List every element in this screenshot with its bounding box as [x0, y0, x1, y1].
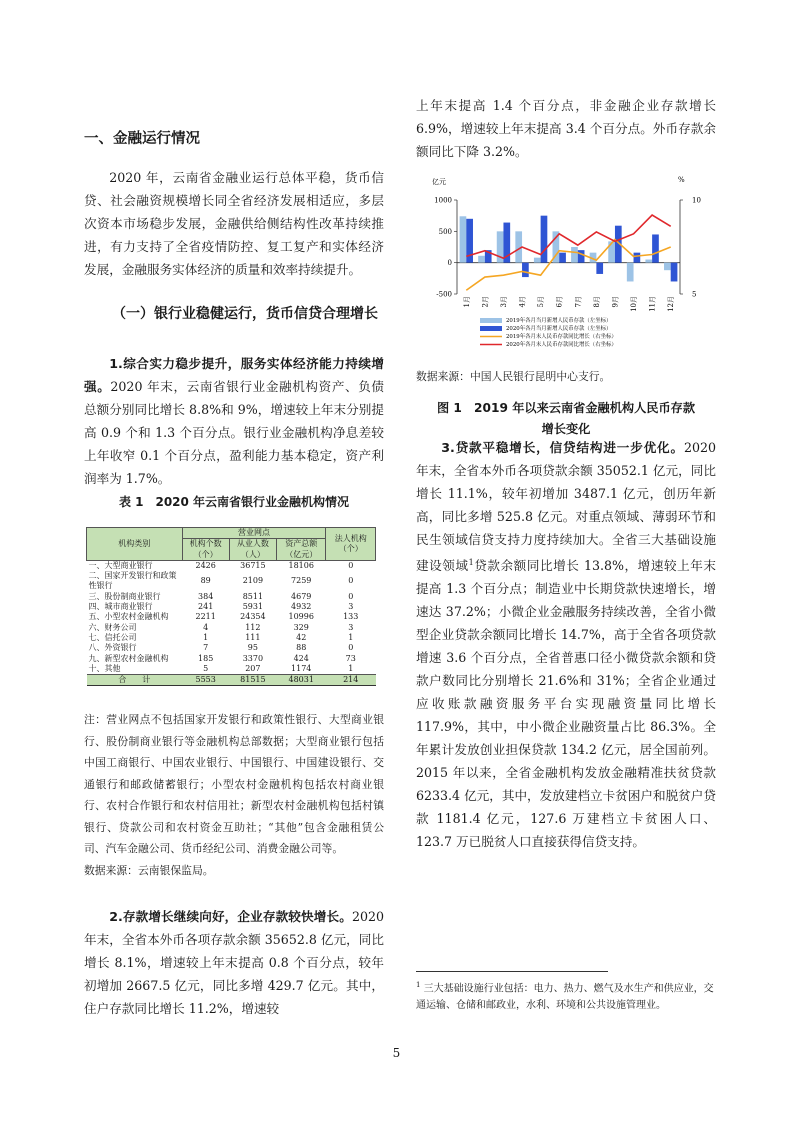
table-source: 数据来源：云南银保监局。 [84, 863, 214, 877]
table-row [87, 592, 376, 602]
table-row [87, 612, 376, 622]
table-cell-count: 384 [198, 591, 214, 601]
chart-bar [522, 263, 529, 277]
intro-paragraph: 2020 年，云南省金融业运行总体平稳，货币信贷、社会融资规模增长同全省经济发展相适应，多层次资本市场稳步发展，金融供给侧结构性改革持续推进，有力支持了全省疫情防控、复工复产和实体经济发展，金融服务实体经济的质量和效率持续提升。 [84, 170, 384, 277]
table-cell-assets: 4679 [291, 591, 312, 601]
y-left-tick-label: 1000 [434, 196, 452, 205]
header-outlets-group: 营业网点 [182, 528, 326, 539]
table-cell-legal: 0 [348, 576, 354, 586]
table-cell-staff: 95 [247, 643, 258, 653]
table-cell-count: 185 [198, 653, 214, 663]
table-body [87, 560, 376, 686]
table-cell-assets: 42 [296, 632, 307, 642]
table-cell-staff: 3370 [242, 653, 264, 663]
paragraph-1-lead: 1.综合实力稳步提升，服务实体经济能力持续增强。 [84, 356, 384, 394]
table-cell-legal: 73 [345, 653, 356, 663]
x-tick-label: 1月 [462, 296, 471, 308]
x-tick-label: 9月 [611, 296, 620, 308]
table-cell-count: 2426 [195, 560, 216, 570]
table-cell-assets: 329 [293, 622, 309, 632]
deposit-chart [420, 172, 715, 366]
table-row [87, 602, 376, 612]
paragraph-1-block [84, 352, 384, 490]
table-cell-staff: 24354 [240, 612, 266, 622]
header-count: 机构个数（个） [182, 539, 229, 561]
paragraph-continued: 上年末提高 1.4 个百分点，非金融企业存款增长 6.9%，增速较上年末提高 3.4 个百分点。外币存款余额同比下降 3.2%。 [416, 98, 716, 159]
x-tick-label: 4月 [518, 296, 527, 308]
y-right-unit: % [678, 176, 685, 184]
table-note: 注：营业网点不包括国家开发银行和政策性银行、大型商业银行、股份制商业银行等金融机构总部数据；大型商业银行包括中国工商银行、中国农业银行、中国银行、中国建设银行、交通银行和邮政储蓄银行；小型农村金融机构包括农村商业银行、农村合作银行和农村信用社；新型农村金融机构包括村镇银行、贷款公司和农村资金互助社；“其他”包含金融租赁公司、汽车金融公司、货币经纪公司、消费金融公司等。 [84, 713, 384, 855]
chart-bar [652, 234, 659, 262]
total-legal: 214 [326, 675, 376, 686]
figure-caption-line-1: 图 1 2019 年以来云南省金融机构人民币存款 [436, 401, 696, 415]
table-total-row [87, 675, 376, 686]
table-cell-staff: 8511 [242, 591, 264, 601]
x-tick-label: 2月 [481, 296, 490, 308]
table-cell-count: 7 [203, 643, 209, 653]
total-staff: 81515 [229, 675, 276, 686]
table-cell-name: 一、大型商业银行 [88, 560, 153, 570]
paragraph-2-block [84, 905, 384, 1020]
table-row [87, 623, 376, 633]
legend-label: 2020年各月末人民币存款同比增长（右坐标） [506, 342, 617, 348]
header-assets: 资产总额（亿元） [276, 539, 326, 561]
table-caption-block [84, 493, 384, 510]
chart-bar [559, 253, 566, 263]
paragraph-3-lead: 3.贷款平稳增长，信贷结构进一步优化。 [441, 440, 684, 455]
chart-bar [671, 263, 678, 282]
table-cell-name: 十、其他 [88, 663, 121, 673]
y-left-tick-label: -500 [436, 290, 452, 299]
table-cell-legal: 133 [343, 612, 359, 622]
header-category: 机构类别 [87, 528, 183, 561]
legend-label: 2019年各月当月新增人民币存款（左坐标） [506, 318, 612, 324]
table-cell-legal: 0 [348, 591, 354, 601]
paragraph-3 [416, 436, 716, 853]
deposit-chart-svg [420, 172, 715, 362]
total-name: 合 计 [87, 675, 183, 686]
table-cell-staff: 111 [245, 632, 261, 642]
table-cell-assets: 4932 [291, 602, 312, 612]
table-cell-name: 九、新型农村金融机构 [88, 653, 169, 663]
table-cell-assets: 18106 [288, 560, 314, 570]
x-tick-label: 10月 [630, 296, 639, 312]
table-cell-assets: 424 [293, 653, 309, 663]
legend-label: 2020年各月当月新增人民币存款（左坐标） [506, 326, 612, 332]
table-cell-name: 五、小型农村金融机构 [88, 612, 169, 622]
table-note-block [84, 709, 384, 881]
footnote-block [416, 977, 716, 1014]
paragraph-3-block [416, 436, 716, 853]
table-cell-assets: 7259 [291, 576, 312, 586]
y-right-tick-label: 10 [692, 196, 701, 205]
table-row [87, 571, 376, 592]
paragraph-2 [84, 905, 384, 1020]
table-cell-assets: 88 [296, 643, 307, 653]
paragraph-2-lead: 2.存款增长继续向好，企业存款较快增长。 [109, 909, 352, 924]
x-tick-label: 12月 [667, 296, 676, 312]
table-caption: 表 1 2020 年云南省银行业金融机构情况 [118, 495, 350, 509]
footnote-mark: 1 [416, 981, 421, 989]
chart-bar [664, 263, 671, 271]
table-cell-name: 三、股份制商业银行 [88, 591, 161, 601]
x-tick-label: 11月 [648, 296, 657, 312]
legend-swatch [480, 326, 502, 331]
table-row [87, 643, 376, 653]
page-number: 5 [392, 1046, 401, 1060]
table-cell-name: 六、财务公司 [88, 622, 137, 632]
table-cell-legal: 1 [348, 632, 354, 642]
subsection-heading-block [84, 302, 384, 326]
total-assets: 48031 [276, 675, 326, 686]
header-legal: 法人机构（个） [326, 528, 376, 561]
section-heading-block [84, 127, 384, 148]
table-cell-assets: 1174 [291, 663, 312, 673]
y-left-tick-label: 500 [438, 227, 452, 236]
table-cell-legal: 1 [348, 663, 354, 673]
table-cell-name: 四、城市商业银行 [88, 602, 153, 612]
table-cell-count: 2211 [195, 612, 216, 622]
table-cell-count: 89 [200, 576, 211, 586]
figure-caption-block [416, 398, 716, 440]
x-tick-label: 3月 [499, 296, 508, 308]
table-cell-name: 二、国家开发银行和政策性银行 [88, 571, 177, 591]
paragraph-1 [84, 352, 384, 490]
table-cell-legal: 0 [348, 643, 354, 653]
chart-bar [627, 263, 634, 282]
x-tick-label: 8月 [592, 296, 601, 308]
chart-bar [541, 216, 548, 263]
chart-bar [608, 241, 615, 262]
chart-source-block [416, 366, 716, 388]
footnote-ref: 1 [468, 558, 474, 567]
footnote [416, 977, 716, 1014]
paragraph-cont-block [416, 94, 716, 163]
total-count: 5553 [182, 675, 229, 686]
y-left-unit: 亿元 [432, 178, 446, 186]
table-cell-assets: 10996 [288, 612, 314, 622]
footnote-divider [416, 971, 608, 972]
intro-paragraph-block [84, 166, 384, 281]
legend-label: 2019年各月末人民币存款同比增长（右坐标） [506, 334, 617, 340]
chart-bar [534, 258, 541, 263]
chart-bar [645, 260, 652, 263]
figure-caption-line-2: 增长变化 [541, 422, 591, 436]
table-cell-staff: 36715 [240, 560, 266, 570]
table-row [87, 560, 376, 571]
footnote-text: 三大基础设施行业包括：电力、热力、燃气及水生产和供应业，交通运输、仓储和邮政业，水利、环境和公共设施管理业。 [416, 983, 714, 1012]
table-cell-staff: 5931 [242, 602, 264, 612]
table-cell-count: 4 [203, 622, 209, 632]
table-row [87, 654, 376, 664]
paragraph-3-text-b: 贷款余额同比增长 13.8%，增速较上年末提高 1.3 个百分点；制造业中长期贷款快速增长，增速达 37.2%；小微企业金融服务持续改善，全省小微型企业贷款余额同比增长 14.7%，高于全省各项贷款增速 3.6 个百分点，全省普惠口径小微贷款余额和贷款户数同比分别增长 21.6%和 31%；全省企业通过应收账款融资服务平台实现融资量同比增长 117.9%，其中，中小微企业融资量占比 86.3%。全年累计发放创业担保贷款 134.2 亿元，居全国前列。2015 年以来，全省金融机构发放金融精准扶贫贷款 6233.4 亿元，其中，发放建档立卡贫困户和脱贫户贷款 1181.4 亿元，127.6 万建档立卡贫困人口、123.7 万已脱贫人口直接获得信贷支持。 [416, 558, 717, 850]
table-cell-staff: 2109 [242, 576, 264, 586]
subsection-title: （一）银行业稳健运行，货币信贷合理增长 [112, 306, 378, 322]
table-cell-count: 5 [203, 663, 209, 673]
table-cell-legal: 0 [348, 560, 354, 570]
table-cell-legal: 3 [348, 602, 354, 612]
paragraph-3-text-a: 2020 年末，全省本外币各项贷款余额 35052.1 亿元，同比增长 11.1%，较年初增加 3487.1 亿元，创历年新高，同比多增 525.8 亿元。对重点领域、薄弱环节和民生领域信贷支持力度持续加大。全省三大基础设施建设领域 [416, 440, 716, 574]
table-cell-count: 1 [203, 632, 209, 642]
table-cell-staff: 207 [245, 663, 261, 673]
chart-source: 数据来源：中国人民银行昆明中心支行。 [416, 370, 611, 383]
table-cell-name: 七、信托公司 [88, 632, 137, 642]
chart-bar [460, 216, 467, 262]
chart-bar [596, 263, 603, 274]
chart-bar [634, 253, 641, 263]
table-cell-count: 241 [198, 602, 214, 612]
table-cell-legal: 3 [348, 622, 354, 632]
table-row [87, 664, 376, 675]
institution-table [86, 527, 376, 686]
x-tick-label: 6月 [555, 296, 564, 308]
header-staff: 从业人数（人） [229, 539, 276, 561]
y-left-tick-label: 0 [447, 259, 452, 268]
y-right-tick-label: 5 [692, 290, 697, 299]
chart-bar [571, 247, 578, 263]
chart-bar [478, 256, 485, 263]
paragraph-1-text: 2020 年末，云南省银行业金融机构资产、负债总额分别同比增长 8.8%和 9%，增速较上年末分别提高 0.9 个和 1.3 个百分点。银行业金融机构净息差较上年收窄 0.1 个百分点，盈利能力基本稳定，资产利润率为 1.7%。 [84, 379, 385, 486]
table-row [87, 633, 376, 643]
table-cell-staff: 112 [245, 622, 261, 632]
table-cell-name: 八、外资银行 [88, 643, 137, 653]
legend-swatch [480, 318, 502, 323]
chart-bar [578, 250, 585, 263]
x-tick-label: 7月 [574, 296, 583, 308]
institution-table-wrap [86, 527, 376, 686]
x-tick-label: 5月 [537, 296, 546, 308]
section-title: 一、金融运行情况 [84, 131, 200, 147]
paragraph-2-text: 2020 年末，全省本外币各项存款余额 35652.8 亿元，同比增长 8.1%，增速较上年末提高 0.8 个百分点，较年初增加 2667.5 亿元，同比多增 429.7 亿元。其中，住户存款同比增长 11.2%，增速较 [84, 909, 384, 1016]
